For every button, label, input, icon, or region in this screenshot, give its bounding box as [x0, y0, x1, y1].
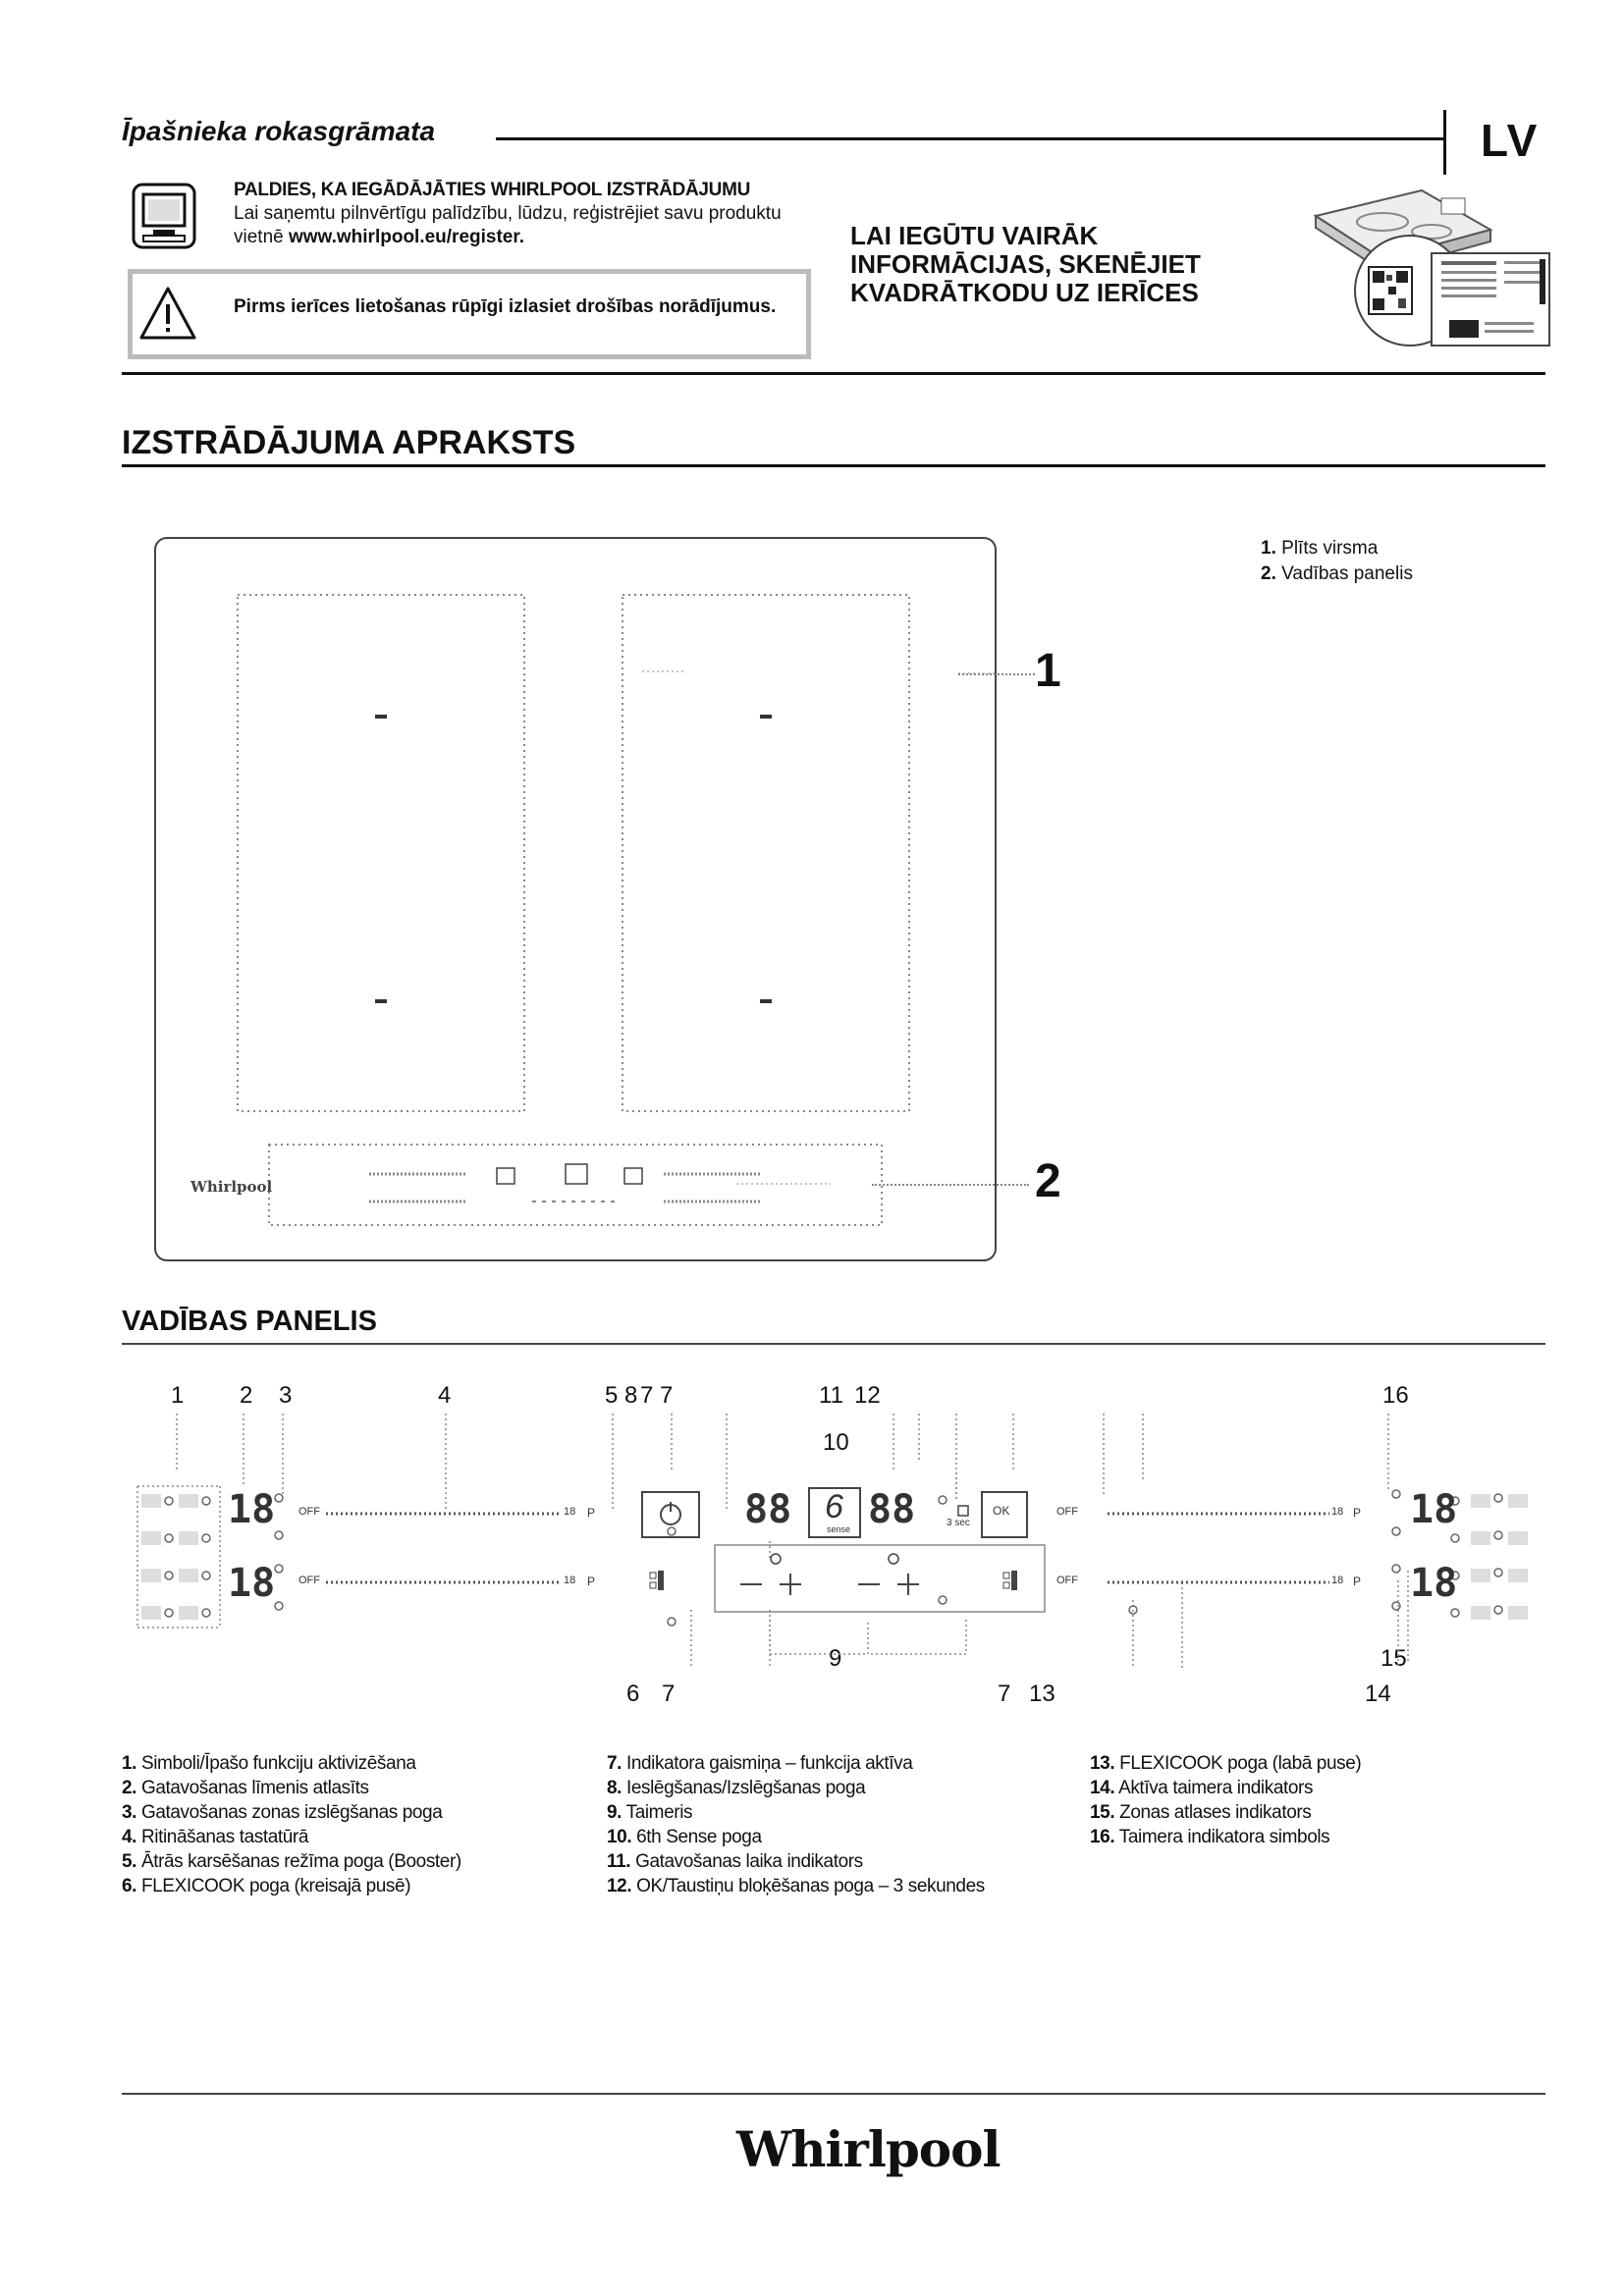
label-7: 7: [640, 1382, 654, 1409]
cooking-level-display: 18: [228, 1561, 276, 1606]
slider-max-label: 18: [564, 1506, 576, 1518]
legend-item: 11. Gatavošanas laika indikators: [607, 1851, 863, 1872]
appliance-qr-illustration: [1304, 177, 1561, 349]
control-panel-diagram: [122, 1414, 1545, 1669]
section-rule: [122, 464, 1545, 467]
slider-max-label: 18: [1331, 1506, 1344, 1518]
product-description-title: IZSTRĀDĀJUMA APRAKSTS: [122, 424, 576, 461]
legend-item: 1. Plīts virsma: [1261, 538, 1379, 559]
slider-max-label: 18: [1331, 1575, 1344, 1586]
sense-label: sense: [827, 1524, 851, 1534]
legend-column-3: [1090, 1751, 1502, 1849]
cooking-level-display: 18: [228, 1487, 276, 1532]
more-info-line1: LAI IEGŪTU VAIRĀK: [850, 221, 1099, 250]
slider-off-label: OFF: [298, 1506, 320, 1518]
callout-leader: [872, 1184, 1029, 1188]
label-3: 3: [279, 1382, 293, 1409]
slider-off-label: OFF: [1056, 1575, 1078, 1586]
booster-label[interactable]: P: [587, 1506, 596, 1520]
slider-off-label: OFF: [1056, 1506, 1078, 1518]
legend-item: 5. Ātrās karsēšanas režīma poga (Booster): [122, 1851, 461, 1872]
ok-button[interactable]: OK: [993, 1504, 1010, 1518]
label-10: 10: [823, 1429, 849, 1456]
legend-item: 14. Aktīva taimera indikators: [1090, 1778, 1314, 1798]
legend-item: 9. Taimeris: [607, 1802, 693, 1823]
legend-item: 13. FLEXICOOK poga (labā puse): [1090, 1753, 1362, 1774]
lock-timer-label: 3 sec: [947, 1518, 970, 1528]
computer-icon: [132, 183, 196, 249]
legend-item: 8. Ieslēgšanas/Izslēgšanas poga: [607, 1778, 866, 1798]
thanks-text: Lai saņemtu pilnvērtīgu palīdzību, lūdzu, reģistrējiet savu produktu vietnē: [234, 203, 782, 247]
section-rule: [122, 1343, 1545, 1345]
legend-item: 3. Gatavošanas zonas izslēgšanas poga: [122, 1802, 443, 1823]
label-16: 16: [1382, 1382, 1409, 1409]
callout-panel: 2: [1035, 1155, 1061, 1207]
warning-text: Pirms ierīces lietošanas rūpīgi izlasiet drošības norādījumus.: [234, 296, 777, 317]
legend-item: 4. Ritināšanas tastatūrā: [122, 1827, 309, 1847]
callout-leader: [958, 673, 1035, 677]
cooking-level-display: 18: [1410, 1487, 1458, 1532]
label-2: 2: [240, 1382, 253, 1409]
booster-label[interactable]: P: [1353, 1506, 1362, 1520]
label-8: 8: [624, 1382, 638, 1409]
warning-icon: [137, 285, 198, 342]
label-11: 11: [819, 1382, 843, 1409]
label-6: 6: [626, 1681, 640, 1707]
footer-brand-logo: Whirlpool: [736, 2120, 1001, 2178]
timer-display: 88: [744, 1487, 792, 1532]
label-9: 9: [829, 1645, 842, 1672]
legend-item: 1. Simboli/Īpašo funkciju aktivizēšana: [122, 1753, 416, 1774]
product-legend: [1261, 536, 1413, 587]
footer-rule: [122, 2093, 1545, 2095]
legend-item: 7. Indikatora gaismiņa – funkcija aktīva: [607, 1753, 913, 1774]
label-7: 7: [660, 1382, 674, 1409]
legend-item: 2. Vadības panelis: [1261, 563, 1413, 584]
header-divider: [1443, 110, 1446, 175]
label-13: 13: [1029, 1681, 1056, 1707]
label-4: 4: [438, 1382, 452, 1409]
language-code: LV: [1481, 115, 1540, 166]
manual-title: Īpašnieka rokasgrāmata: [122, 116, 436, 146]
section-rule: [122, 372, 1545, 375]
legend-item: 2. Gatavošanas līmenis atlasīts: [122, 1778, 369, 1798]
legend-item: 12. OK/Taustiņu bloķēšanas poga – 3 sekundes: [607, 1876, 985, 1896]
cooking-level-display: 18: [1410, 1561, 1458, 1606]
thanks-heading: PALDIES, KA IEGĀDĀJĀTIES WHIRLPOOL IZSTRĀDĀJUMU: [234, 180, 751, 200]
more-info-line2: INFORMĀCIJAS, SKENĒJIET: [850, 249, 1201, 279]
legend-item: 10. 6th Sense poga: [607, 1827, 762, 1847]
booster-label[interactable]: P: [587, 1575, 596, 1588]
more-info-line3: KVADRĀTKODU UZ IERĪCES: [850, 278, 1199, 307]
register-link[interactable]: www.whirlpool.eu/register.: [288, 227, 524, 247]
callout-hob: 1: [1035, 645, 1061, 697]
thanks-body: [234, 202, 823, 249]
legend-item: 6. FLEXICOOK poga (kreisajā pusē): [122, 1876, 411, 1896]
slider-max-label: 18: [564, 1575, 576, 1586]
label-7: 7: [662, 1681, 676, 1707]
header-rule: [496, 137, 1443, 140]
label-14: 14: [1365, 1681, 1391, 1707]
timer-display: 88: [868, 1487, 916, 1532]
label-12: 12: [854, 1382, 881, 1409]
legend-column-1: [122, 1751, 583, 1898]
label-15: 15: [1380, 1645, 1407, 1672]
legend-item: 16. Taimera indikatora simbols: [1090, 1827, 1330, 1847]
label-5: 5: [605, 1382, 619, 1409]
control-panel-title: VADĪBAS PANELIS: [122, 1306, 377, 1337]
label-7: 7: [998, 1681, 1011, 1707]
sense-six-icon[interactable]: 6: [825, 1488, 843, 1525]
hob-drawing: [153, 536, 998, 1262]
booster-label[interactable]: P: [1353, 1575, 1362, 1588]
more-info-heading: [850, 222, 1263, 307]
slider-off-label: OFF: [298, 1575, 320, 1586]
hob-brand-logo: Whirlpool: [190, 1178, 273, 1196]
legend-column-2: [607, 1751, 1078, 1898]
legend-item: 15. Zonas atlases indikators: [1090, 1802, 1312, 1823]
label-1: 1: [171, 1382, 185, 1409]
